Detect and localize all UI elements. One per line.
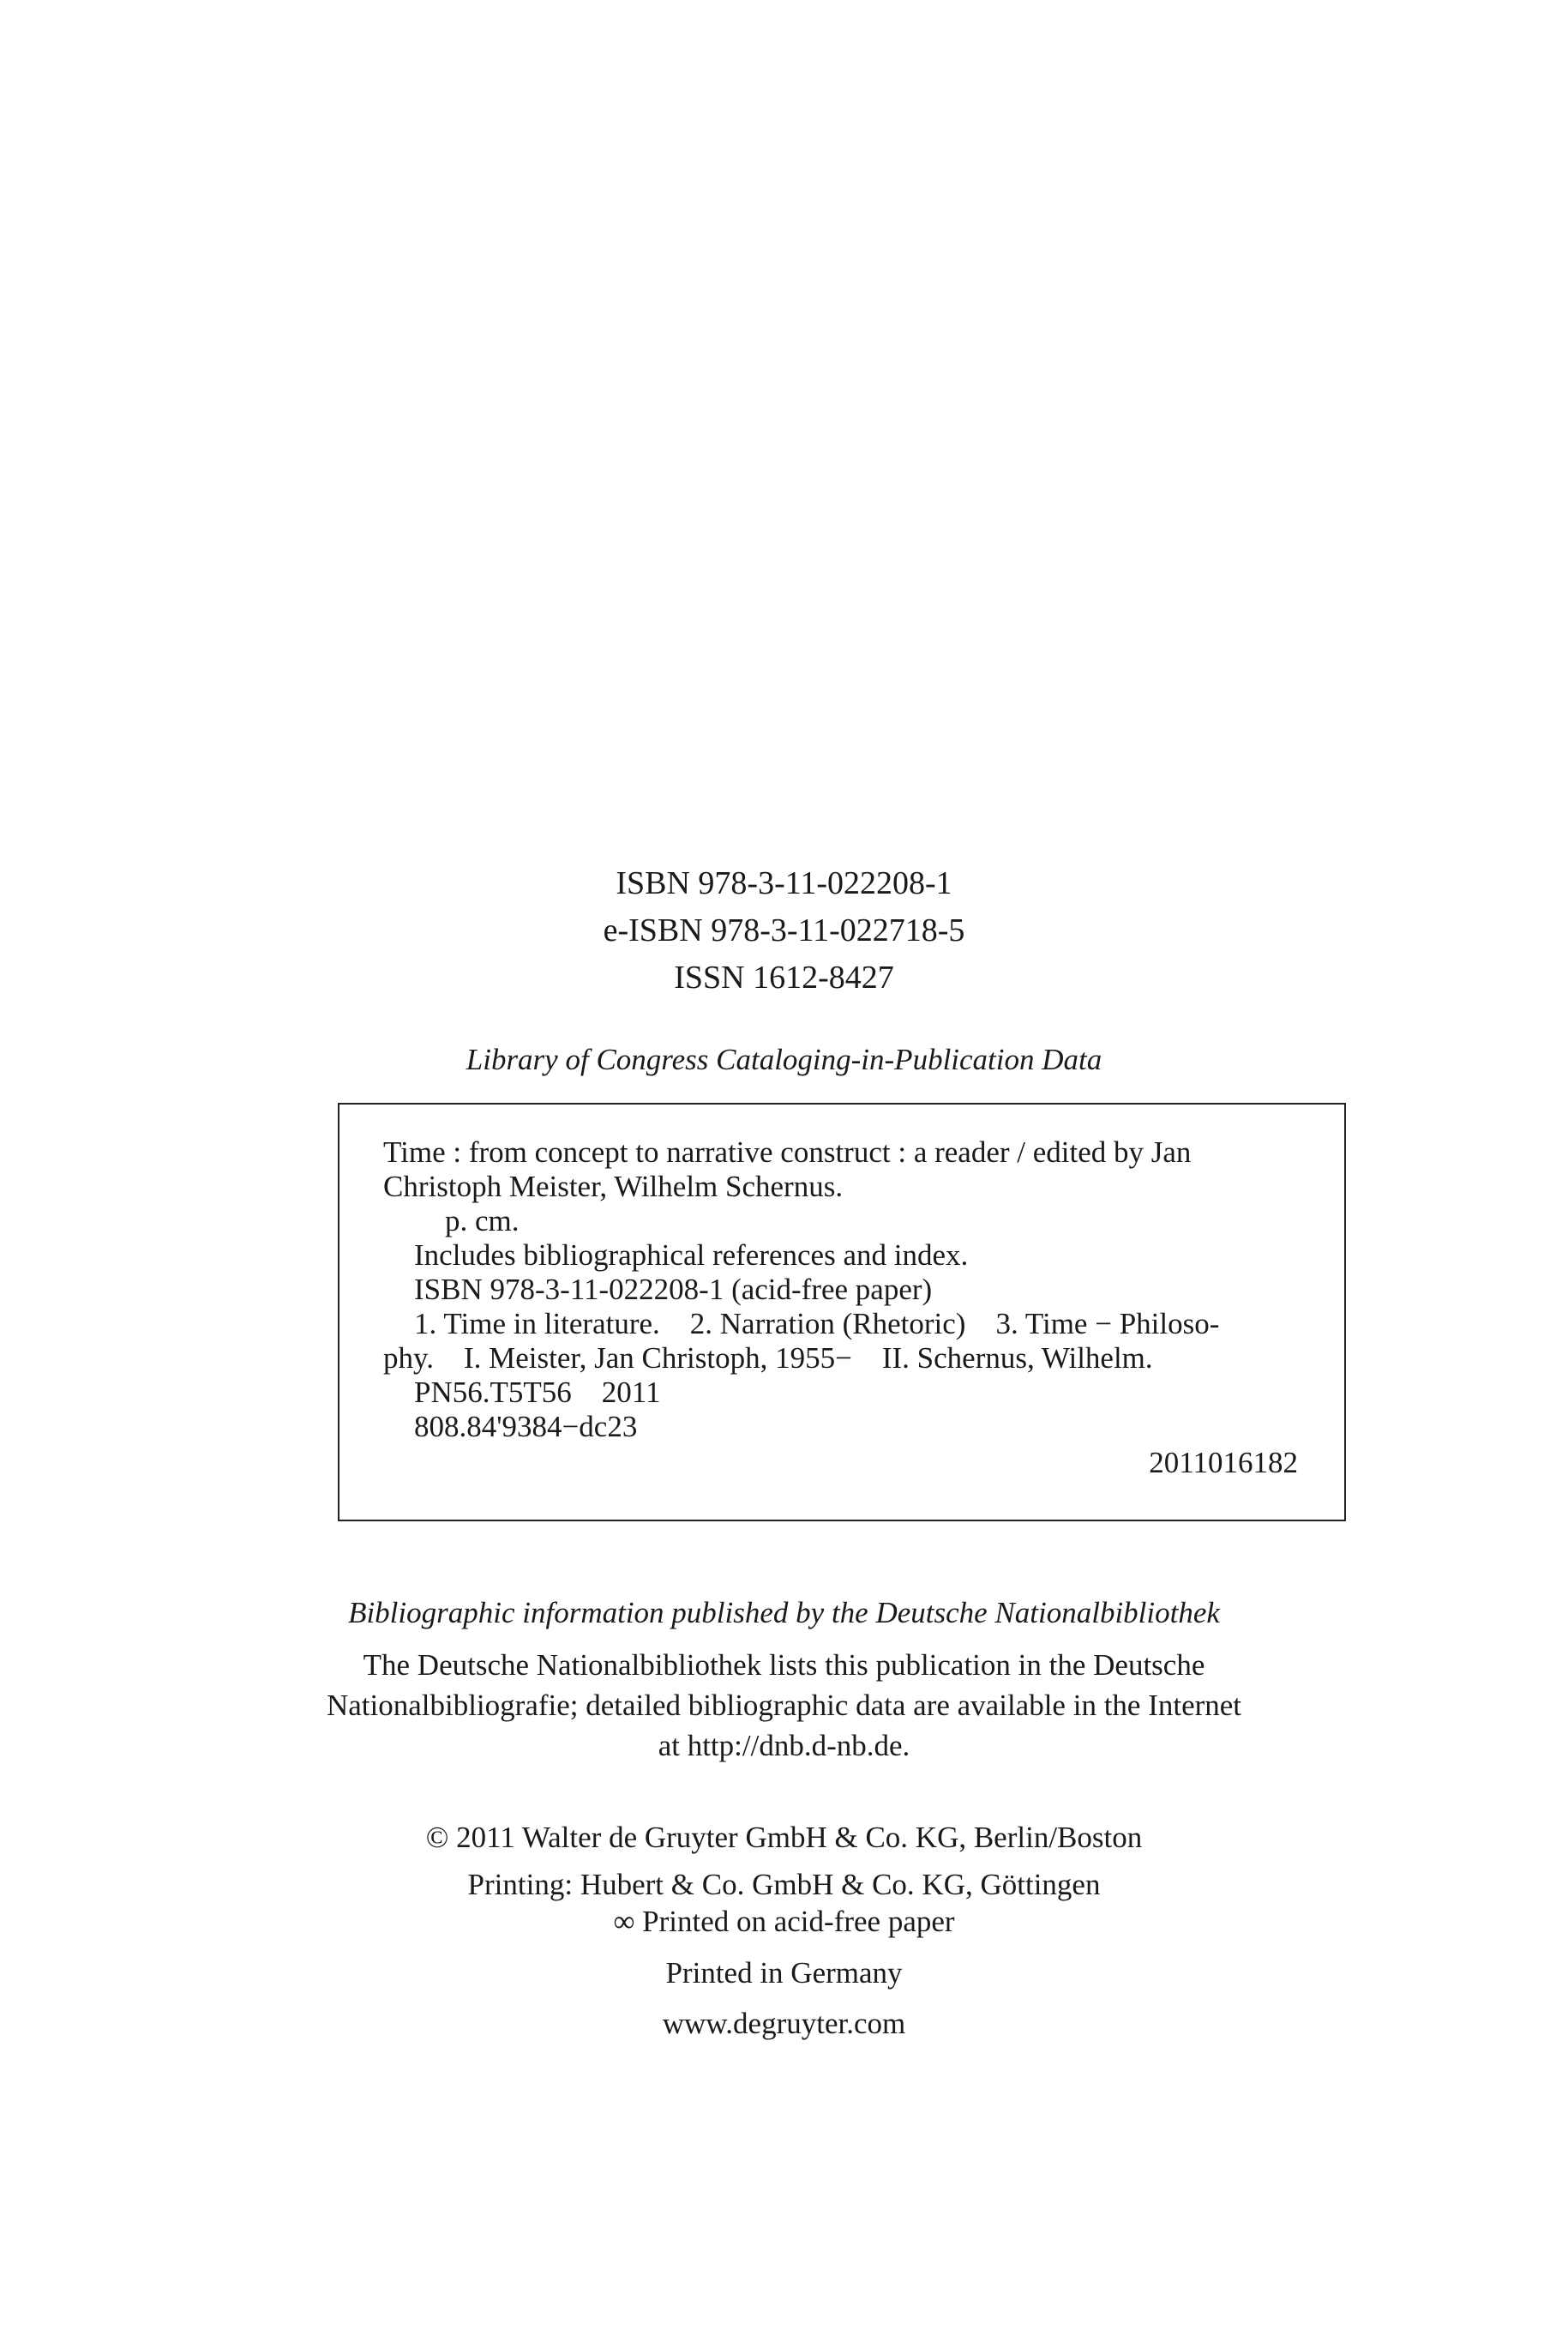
cip-data-box	[338, 1103, 1346, 1521]
printing-block	[0, 1866, 1568, 1940]
cip-title-line-1: Time : from concept to narrative construct : a reader / edited by Jan	[383, 1135, 1192, 1169]
printed-in-line: Printed in Germany	[665, 1956, 903, 1990]
acid-free-paper-line: ∞ Printed on acid-free paper	[613, 1905, 955, 1938]
eisbn-line: e-ISBN 978-3-11-022718-5	[603, 912, 965, 948]
issn-line: ISSN 1612-8427	[674, 960, 894, 996]
cip-lccn: 2011016182	[1149, 1446, 1298, 1479]
dnb-line-2: Nationalbibliografie; detailed bibliographic data are available in the Internet	[326, 1689, 1242, 1722]
publisher-website: www.degruyter.com	[662, 2007, 906, 2040]
dnb-text	[0, 1645, 1568, 1766]
isbn-block	[0, 860, 1568, 1002]
cip-dewey: 808.84'9384−dc23	[414, 1410, 638, 1443]
cip-isbn: ISBN 978-3-11-022208-1 (acid-free paper)	[414, 1273, 933, 1306]
isbn-line: ISBN 978-3-11-022208-1	[616, 865, 952, 901]
dnb-heading: Bibliographic information published by the Deutsche Nationalbibliothek	[348, 1596, 1220, 1629]
cip-lc-class: PN56.T5T56 2011	[414, 1376, 661, 1409]
cip-title-line-2: Christoph Meister, Wilhelm Schernus.	[383, 1170, 844, 1203]
cip-subjects-line-2: phy. I. Meister, Jan Christoph, 1955− II. Schernus, Wilhelm.	[383, 1341, 1153, 1375]
dnb-line-3: at http://dnb.d-nb.de.	[658, 1729, 910, 1762]
copyright-line: © 2011 Walter de Gruyter GmbH & Co. KG, Berlin/Boston	[425, 1821, 1143, 1854]
dnb-line-1: The Deutsche Nationalbibliothek lists this publication in the Deutsche	[363, 1648, 1205, 1682]
cip-pages: p. cm.	[445, 1204, 520, 1237]
cip-includes: Includes bibliographical references and index.	[414, 1238, 969, 1272]
printer-line: Printing: Hubert & Co. GmbH & Co. KG, Göttingen	[467, 1868, 1101, 1901]
loc-cip-heading: Library of Congress Cataloging-in-Publication Data	[466, 1043, 1102, 1076]
cip-subjects-line-1: 1. Time in literature. 2. Narration (Rhetoric) 3. Time − Philoso-	[414, 1307, 1220, 1340]
